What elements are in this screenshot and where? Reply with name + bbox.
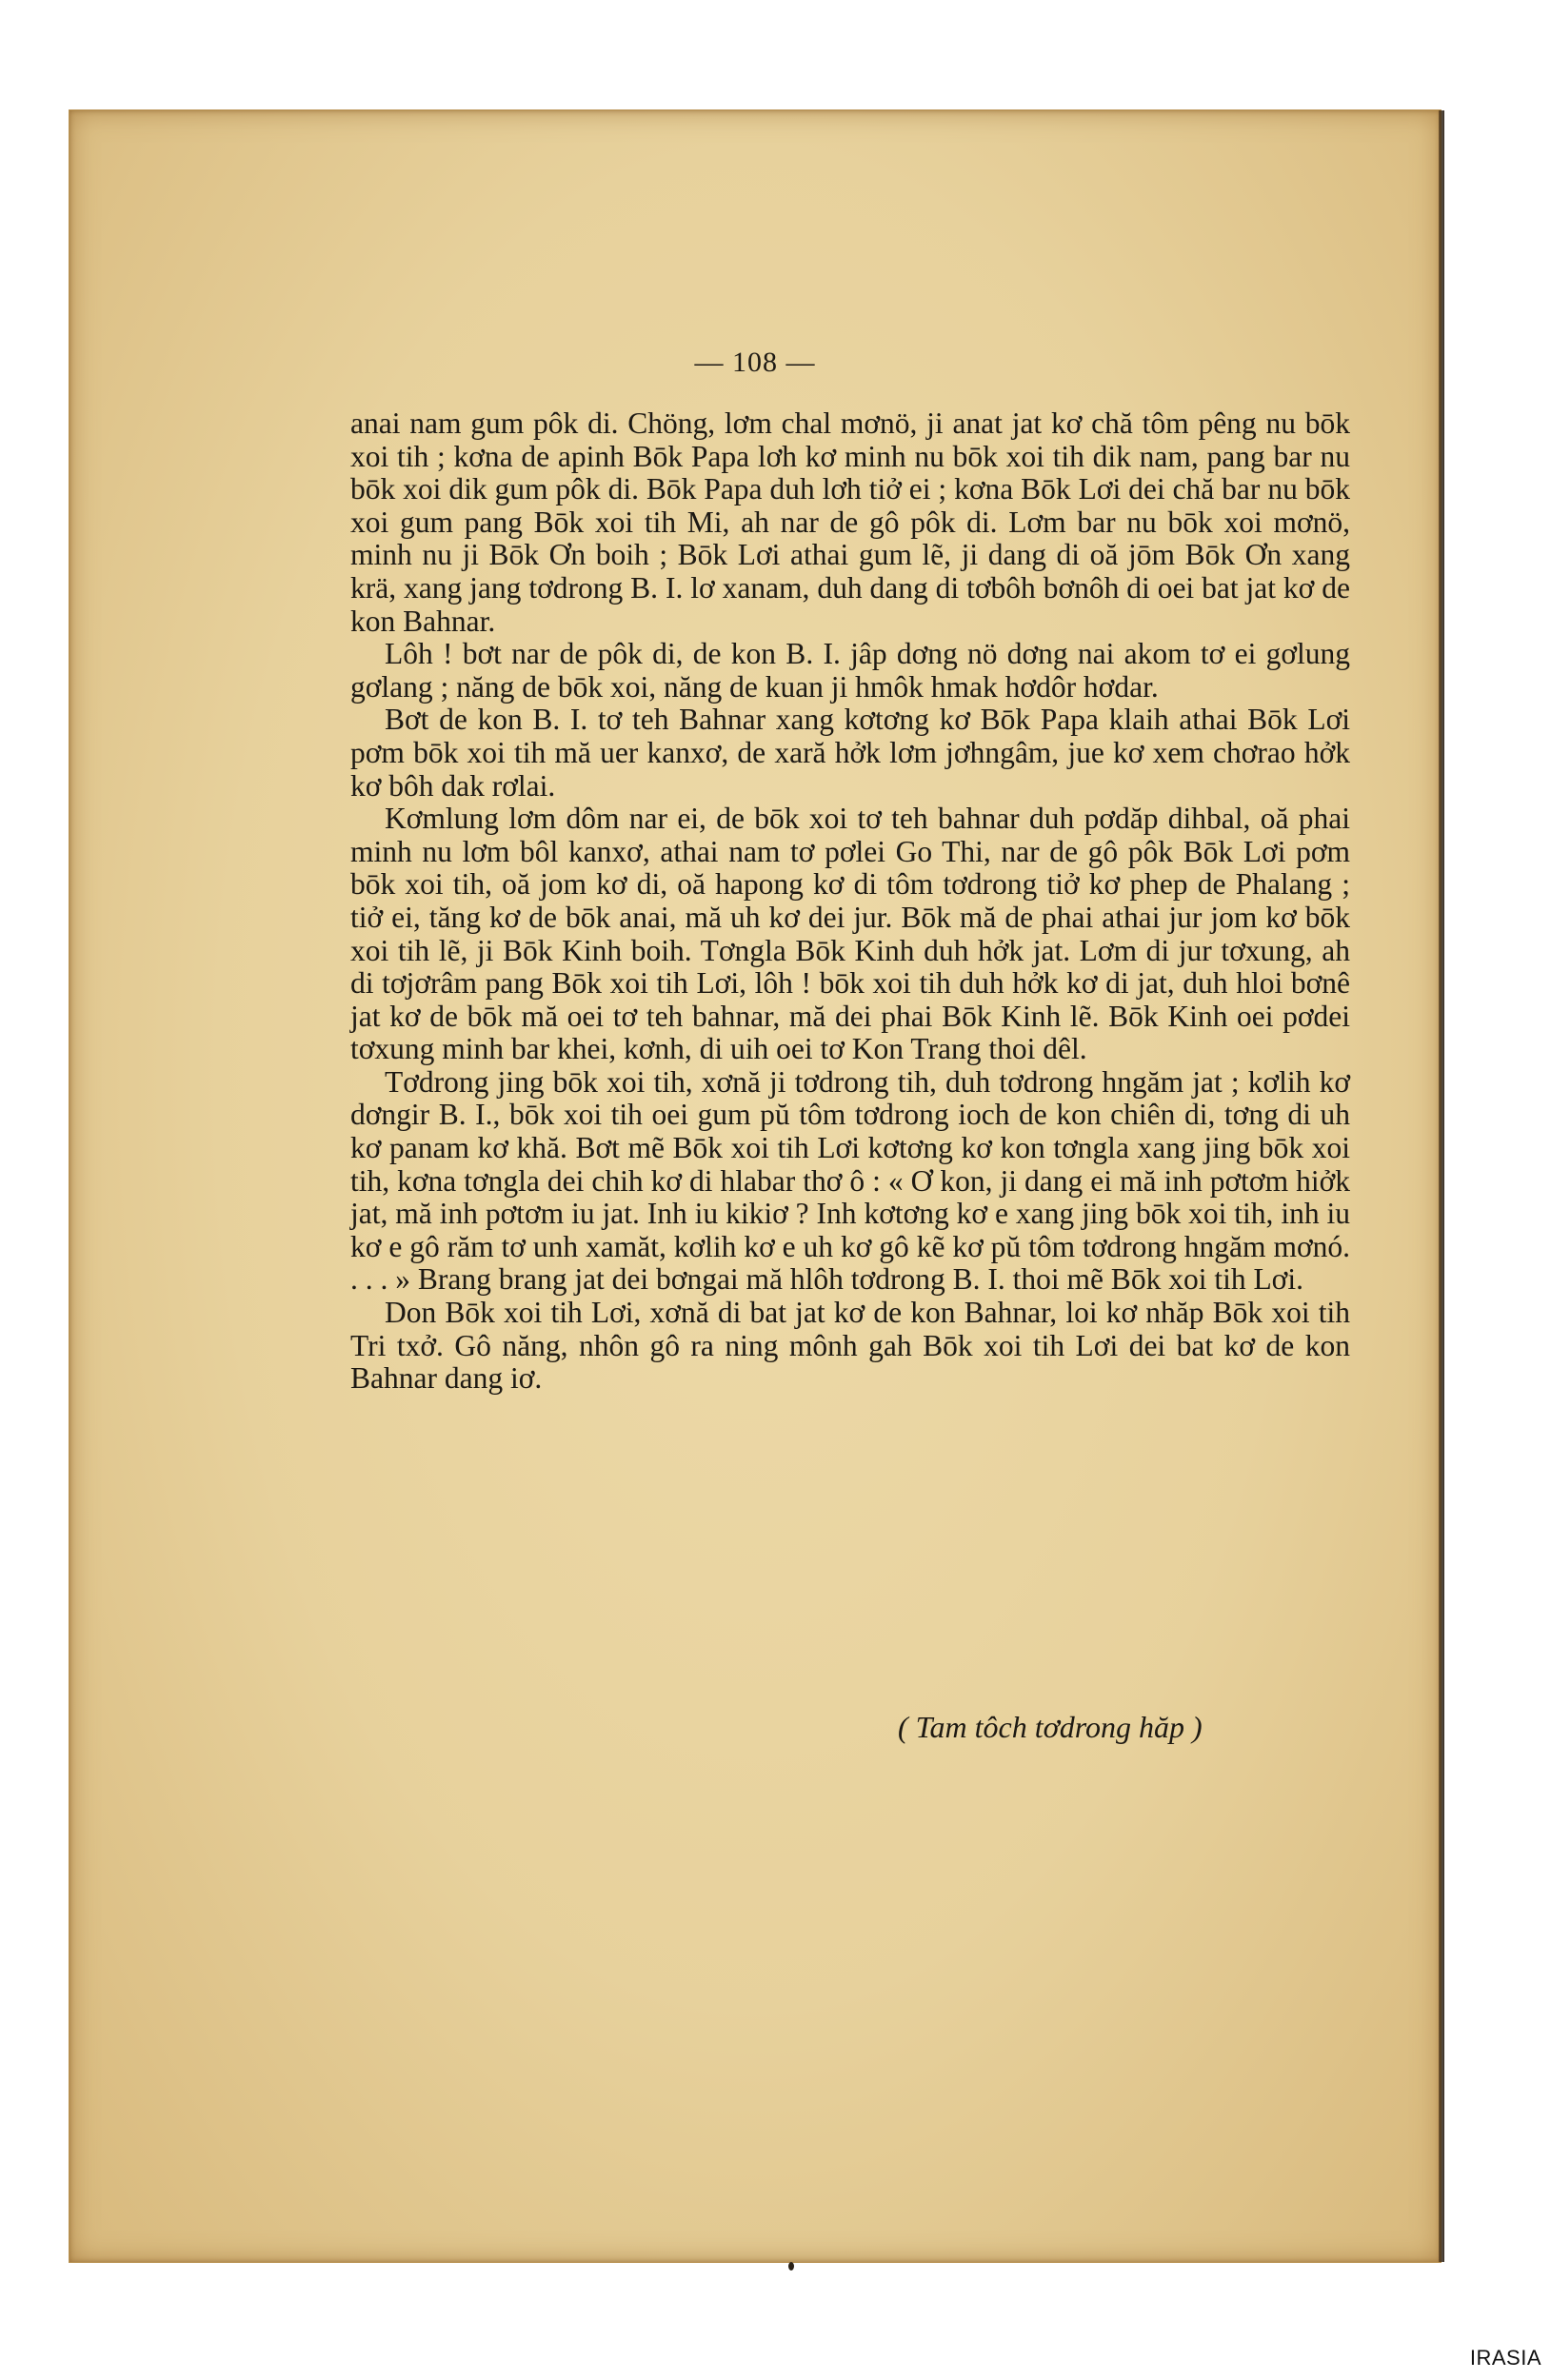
page-number: — 108 — (694, 347, 816, 378)
paragraph-5: Tơdrong jing bōk xoi tih, xơnă ji tơdrong tih, duh tơdrong hngăm jat ; kơlih kơ dơngir B. I., bōk xoi tih oei gum pŭ tôm tơdrong ioch de kon chiên di, tơng di uh kơ panam kơ khă. Bơt mẽ Bōk xoi tih Lơi kơtơng kơ kon tơngla xang jing bōk xoi tih, kơna tơngla dei chih kơ di hlabar thơ ô : « Ơ kon, ji dang ei mă inh pơtơm hiởk jat, mă inh pơtơm iu jat. Inh iu kikiơ ? Inh kơtơng kơ e xang jing bōk xoi tih, inh iu kơ e gô răm tơ unh xamăt, kơlih kơ e uh kơ gô kẽ kơ pŭ tôm tơdrong hngăm mơnó. . . . » Brang brang jat dei bơngai mă hlôh tơdrong B. I. thoi mẽ Bōk xoi tih Lơi. (350, 1064, 1350, 1297)
paragraph-2: Lôh ! bơt nar de pôk di, de kon B. I. jâp dơng nö dơng nai akom tơ ei gơlung gơlang ; năng de bōk xoi, năng de kuan ji hmôk hmak hơdôr hơdar. (350, 637, 1350, 704)
body-text (350, 407, 1350, 1396)
ink-speck (788, 2262, 794, 2271)
scanned-page (69, 109, 1442, 2263)
watermark: IRASIA (1469, 2346, 1541, 2370)
paragraph-4: Kơmlung lơm dôm nar ei, de bōk xoi tơ teh bahnar duh pơdăp dihbal, oă phai minh nu lơm bôl kanxơ, athai nam tơ pơlei Go Thi, nar de gô pôk Bōk Lơi pơm bōk xoi tih, oă jom kơ di, oă hapong kơ di tôm tơdrong tiở kơ phep de Phalang ; tiở ei, tăng kơ de bōk anai, mă uh kơ dei jur. Bōk mă de phai athai jur jom kơ bōk xoi tih lẽ, ji Bōk Kinh boih. Tơngla Bōk Kinh duh hởk jat. Lơm di jur tơxung, ah di tơjơrâm pang Bōk xoi tih Lơi, lôh ! bōk xoi tih duh hởk kơ di jat, duh hloi bơnê jat kơ de bōk mă oei tơ teh bahnar, mă dei phai Bōk Kinh lẽ. Bōk Kinh oei pơdei tơxung minh bar khei, kơnh, di uih oei tơ Kon Trang thoi dêl. (350, 802, 1350, 1066)
closing-line: ( Tam tôch tơdrong hăp ) (898, 1710, 1203, 1744)
paragraph-3: Bơt de kon B. I. tơ teh Bahnar xang kơtơng kơ Bōk Papa klaih athai Bōk Lơi pơm bōk xoi tih mă uer kanxơ, de xară hởk lơm jơhngâm, jue kơ xem chơrao hởk kơ bôh dak rơlai. (350, 703, 1350, 803)
paragraph-6: Don Bōk xoi tih Lơi, xơnă di bat jat kơ de kon Bahnar, loi kơ nhăp Bōk xoi tih Tri txở. Gô năng, nhôn gô ra ning mônh gah Bōk xoi tih Lơi dei bat kơ de kon Bahnar dang iơ. (350, 1296, 1350, 1396)
page-edge-shadow (1439, 110, 1444, 2262)
paragraph-1: anai nam gum pôk di. Chöng, lơm chal mơnö, ji anat jat kơ chă tôm pêng nu bōk xoi tih ; kơna de apinh Bōk Papa lơh kơ minh nu bōk xoi tih dik nam, pang bar nu bōk xoi dik gum pôk di. Bōk Papa duh lơh tiở ei ; kơna Bōk Lơi dei chă bar nu bōk xoi gum pang Bōk xoi tih Mi, ah nar de gô pôk di. Lơm bar nu bōk xoi mơnö, minh nu ji Bōk Ơn boih ; Bōk Lơi athai gum lẽ, ji dang di oă jōm Bōk Ơn xang krä, xang jang tơdrong B. I. lơ xanam, duh dang di tơbôh bơnôh di oei bat jat kơ de kon Bahnar. (350, 407, 1350, 638)
